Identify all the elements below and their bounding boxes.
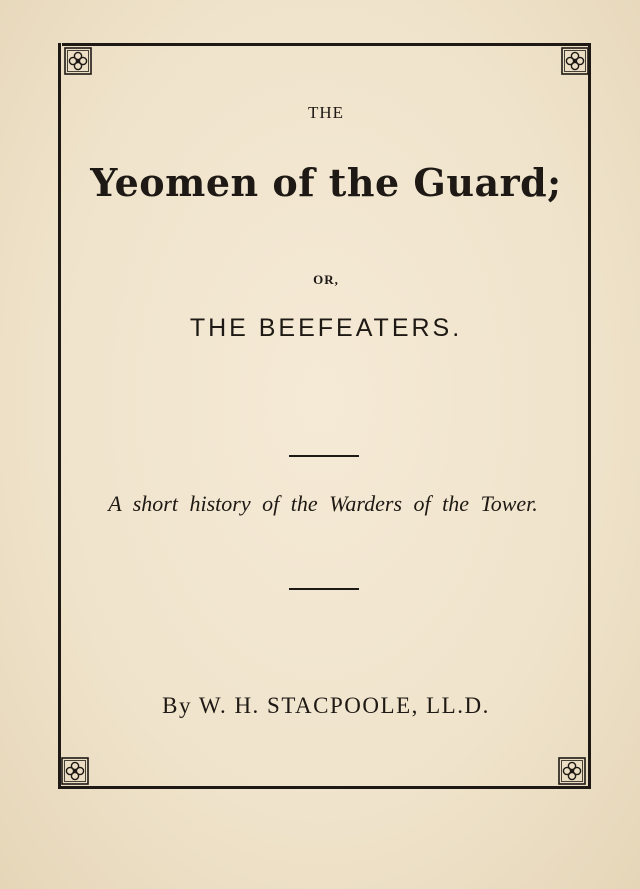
corner-ornament-icon [61,757,89,785]
divider-rule-bottom [289,588,359,590]
border-right [588,43,591,789]
description: A short history of the Warders of the Tower. [108,491,538,516]
border-bottom [58,786,591,789]
pretitle: THE [307,103,345,122]
author-line: By W. H. STACPOOLE, LL.D. [162,693,490,718]
border-top [62,43,591,46]
subtitle: THE BEEFEATERS. [189,314,463,342]
divider-rule-top [289,455,359,457]
main-title: Yeomen of the Guard; [90,160,562,205]
corner-ornament-icon [561,47,589,75]
border-left [58,43,61,789]
corner-ornament-icon [64,47,92,75]
corner-ornament-icon [558,757,586,785]
conjunction: OR, [313,272,339,287]
